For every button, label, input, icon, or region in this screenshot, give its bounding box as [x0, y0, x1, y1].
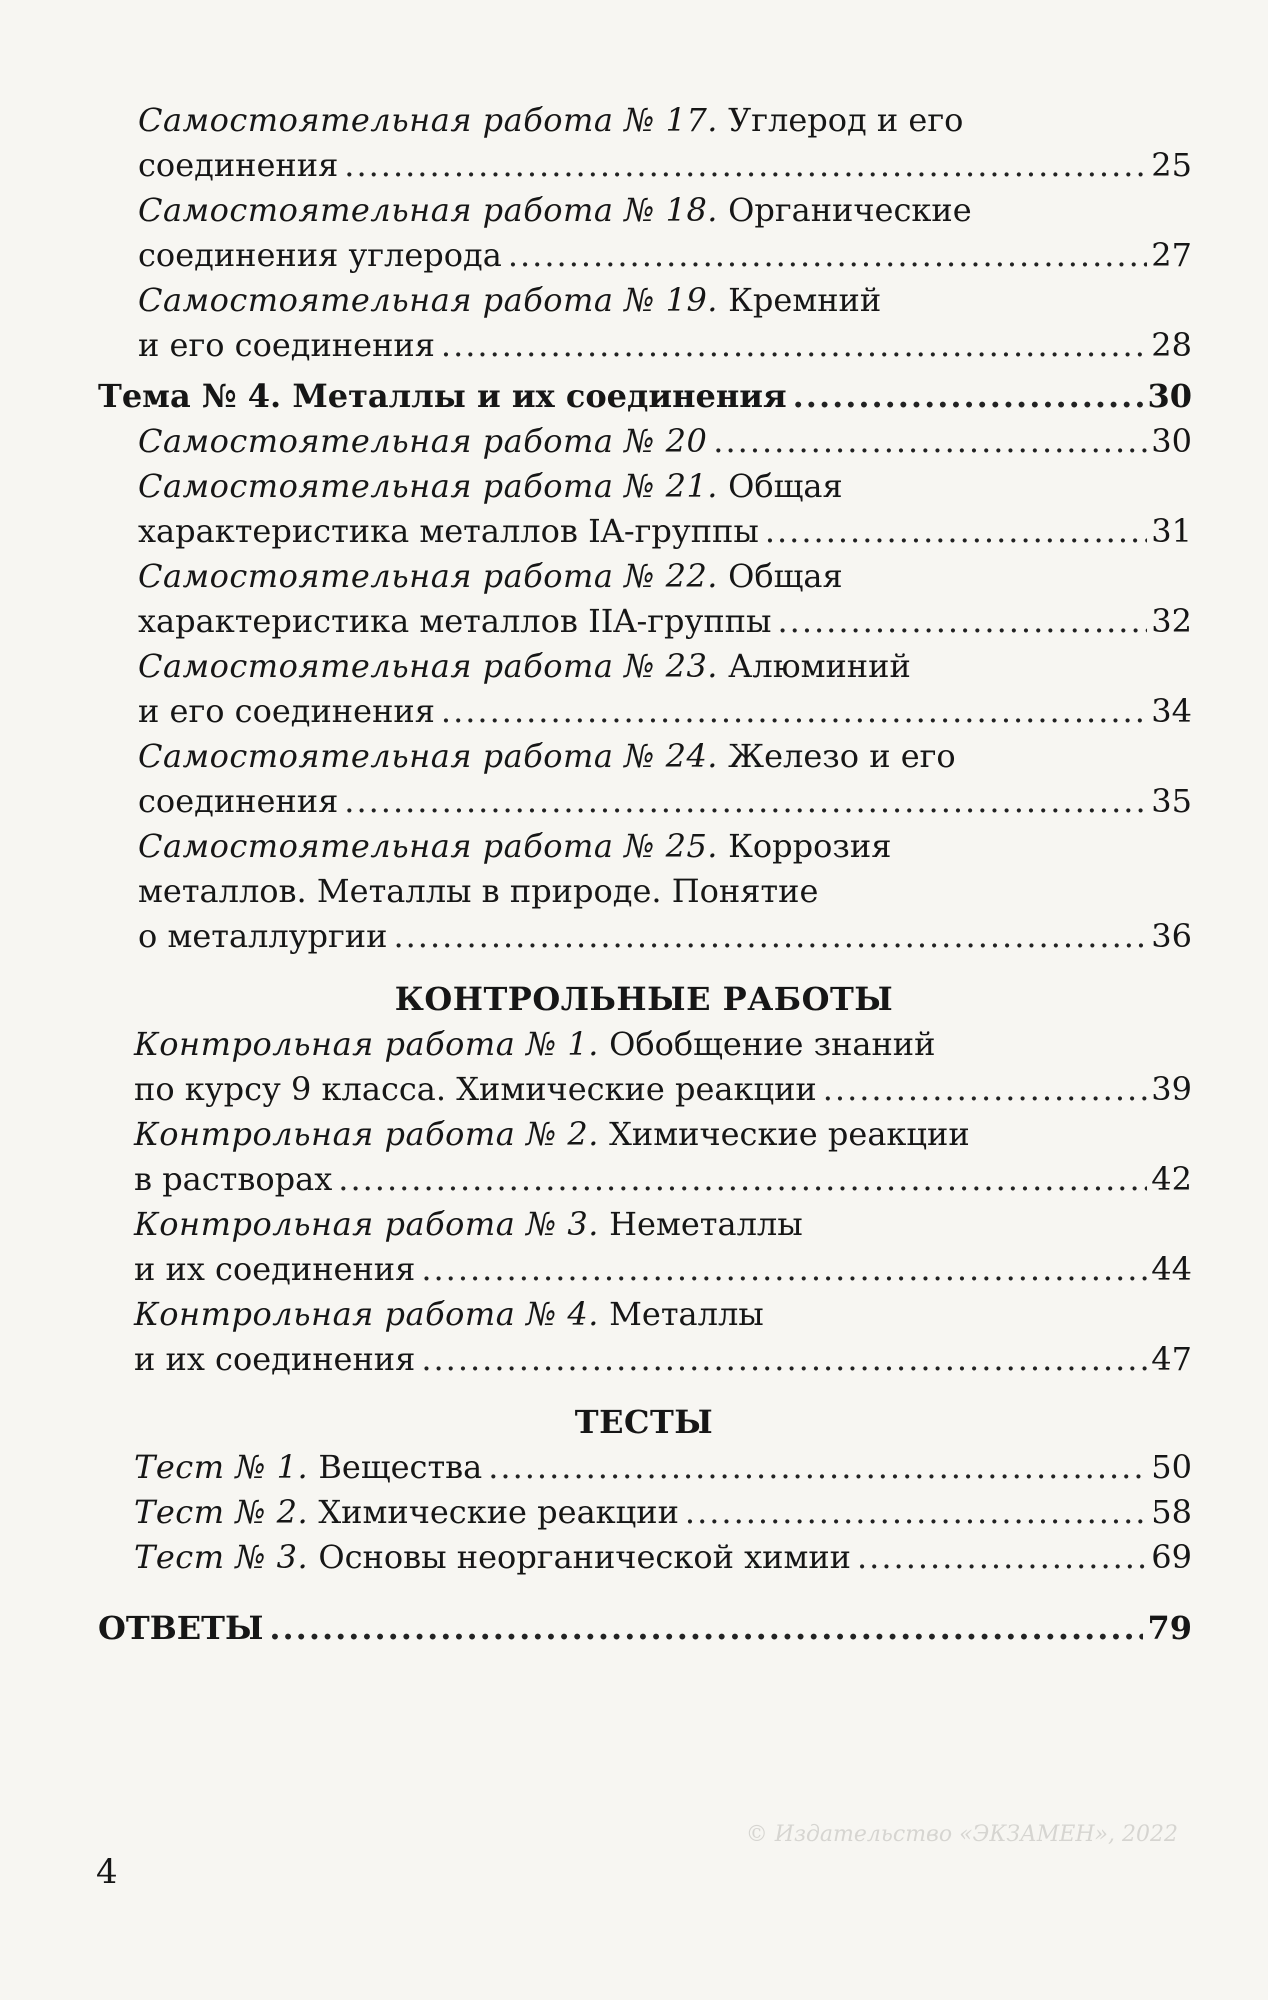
toc-line-text [134, 1337, 415, 1382]
dot-leader [777, 599, 1147, 644]
toc-line [0, 599, 1268, 644]
toc-line-text [138, 689, 435, 734]
toc-entry-text: и их соединения [134, 1340, 416, 1378]
toc-line [0, 1606, 1268, 1651]
toc-line-text [138, 509, 759, 554]
toc-page-number: 69 [1151, 1538, 1192, 1576]
toc-line [0, 1535, 1268, 1580]
dot-leader [269, 1606, 1143, 1651]
toc-entry-text: по курсу 9 класса. Химические реакции [134, 1070, 817, 1108]
ctrl-entry [0, 1112, 1268, 1202]
toc-entry-text: Органические [728, 191, 972, 229]
sub-entry [0, 734, 1268, 824]
toc-line [0, 1157, 1268, 1202]
toc-entry-text: Железо и его [728, 737, 956, 775]
toc-line-text [134, 1205, 803, 1243]
toc-page-number: 50 [1151, 1448, 1192, 1486]
toc-entry-label: Контрольная работа № 2. [134, 1115, 599, 1153]
toc-line [0, 419, 1268, 464]
toc-line-text [138, 872, 818, 910]
toc-entry-label: Самостоятельная работа № 18. [138, 191, 718, 229]
toc-entry-text: характеристика металлов IA-группы [138, 512, 759, 550]
toc-line [0, 278, 1268, 323]
toc-page-number: 30 [1151, 422, 1192, 460]
toc-entry-text: Металлы [609, 1295, 764, 1333]
spacer [0, 1580, 1268, 1606]
toc-entry-text: Алюминий [728, 647, 911, 685]
toc-line [0, 233, 1268, 278]
toc-line [0, 1022, 1268, 1067]
toc-entry-text: и их соединения [134, 1250, 416, 1288]
dot-leader [508, 233, 1147, 278]
toc-page-number: 47 [1151, 1340, 1192, 1378]
toc-entry-text: Общая [728, 467, 843, 505]
toc-line [0, 644, 1268, 689]
toc-line [0, 143, 1268, 188]
table-of-contents [0, 98, 1268, 1651]
toc-line-text [138, 779, 338, 824]
toc-page-number: 35 [1151, 782, 1192, 820]
toc-entry-title: Тема № 4. Металлы и их соединения [98, 377, 787, 415]
toc-page-number: 42 [1151, 1160, 1192, 1198]
toc-entry-label: Контрольная работа № 3. [134, 1205, 599, 1243]
test-entry [0, 1490, 1268, 1535]
toc-line-text [138, 599, 771, 644]
show-through-text: © Издательство «ЭКЗАМЕН», 2022 [745, 1822, 1178, 1847]
dot-leader [685, 1490, 1147, 1535]
toc-line-text [138, 467, 843, 505]
dot-leader [441, 323, 1147, 368]
toc-line-text [138, 419, 707, 464]
toc-line-text [138, 323, 435, 368]
toc-entry-text: Общая [728, 557, 843, 595]
sub-entry [0, 419, 1268, 464]
dot-leader [393, 914, 1147, 959]
dot-leader [338, 1157, 1147, 1202]
toc-entry-text: Химические реакции [609, 1115, 970, 1153]
toc-page-number: 28 [1151, 326, 1192, 364]
toc-entry-label: Тест № 2. [134, 1493, 309, 1531]
toc-line [0, 824, 1268, 869]
toc-entry-text: Неметаллы [609, 1205, 803, 1243]
toc-entry-label: Самостоятельная работа № 25. [138, 827, 718, 865]
toc-line-text [134, 1295, 764, 1333]
toc-entry-title: ОТВЕТЫ [98, 1609, 264, 1647]
toc-entry-text: и его соединения [138, 326, 435, 364]
ctrl-entry [0, 1292, 1268, 1382]
toc-line-text [138, 827, 891, 865]
toc-line-text [138, 647, 911, 685]
dot-leader [793, 374, 1144, 419]
toc-line [0, 1112, 1268, 1157]
toc-line [0, 1247, 1268, 1292]
toc-page-number: 79 [1147, 1609, 1192, 1647]
toc-line-text [134, 1115, 970, 1153]
section-heading-tests: ТЕСТЫ [574, 1403, 714, 1441]
sub-entry [0, 644, 1268, 734]
toc-line-text [134, 1157, 332, 1202]
sub-entry [0, 188, 1268, 278]
sub-entry [0, 278, 1268, 368]
spacer [0, 1382, 1268, 1400]
toc-line-text [134, 1025, 935, 1063]
spacer [0, 959, 1268, 977]
toc-page-number: 30 [1147, 377, 1192, 415]
toc-entry-label: Самостоятельная работа № 21. [138, 467, 718, 505]
sub-entry [0, 464, 1268, 554]
dot-leader [421, 1247, 1147, 1292]
toc-entry-label: Самостоятельная работа № 20 [138, 422, 708, 460]
dot-leader [823, 1067, 1148, 1112]
toc-entry-text: металлов. Металлы в природе. Понятие [138, 872, 819, 910]
toc-page-number: 58 [1151, 1493, 1192, 1531]
test-entry [0, 1535, 1268, 1580]
toc-line-text [138, 191, 972, 229]
toc-entry-text: Углерод и его [728, 101, 964, 139]
toc-entry-text: в растворах [134, 1160, 333, 1198]
toc-line [0, 1292, 1268, 1337]
toc-entry-label: Контрольная работа № 4. [134, 1295, 599, 1333]
dot-leader [421, 1337, 1147, 1382]
topic-entry [0, 374, 1268, 419]
toc-entry-text: соединения углерода [138, 236, 502, 274]
toc-entry-text: Химические реакции [318, 1493, 679, 1531]
toc-entry-text: Обобщение знаний [609, 1025, 936, 1063]
dot-leader [488, 1445, 1147, 1490]
ctrl-entry [0, 1202, 1268, 1292]
toc-entry-label: Самостоятельная работа № 22. [138, 557, 718, 595]
toc-page-number: 31 [1151, 512, 1192, 550]
toc-line [0, 869, 1268, 914]
toc-line-text [138, 281, 881, 319]
toc-line [0, 554, 1268, 599]
toc-entry-text: характеристика металлов IIA-группы [138, 602, 772, 640]
toc-entry-text: о металлургии [138, 917, 388, 955]
toc-line [0, 914, 1268, 959]
toc-line-text [134, 1490, 679, 1535]
dot-leader [857, 1535, 1147, 1580]
toc-line [0, 779, 1268, 824]
toc-page-number: 32 [1151, 602, 1192, 640]
toc-page-number: 34 [1151, 692, 1192, 730]
toc-page-number: 44 [1151, 1250, 1192, 1288]
dot-leader [441, 689, 1147, 734]
toc-entry-label: Тест № 3. [134, 1538, 309, 1576]
toc-page-number: 27 [1151, 236, 1192, 274]
toc-entry-text: Кремний [728, 281, 882, 319]
toc-line [0, 323, 1268, 368]
answers-entry [0, 1606, 1268, 1651]
toc-entry-label: Самостоятельная работа № 24. [138, 737, 718, 775]
toc-entry-text: соединения [138, 782, 339, 820]
toc-line [0, 509, 1268, 554]
toc-line [0, 1445, 1268, 1490]
toc-line-text [134, 1247, 415, 1292]
toc-line [0, 464, 1268, 509]
toc-entry-label: Самостоятельная работа № 23. [138, 647, 718, 685]
toc-line [0, 374, 1268, 419]
dot-leader [713, 419, 1147, 464]
toc-page-number: 36 [1151, 917, 1192, 955]
toc-entry-text: соединения [138, 146, 339, 184]
toc-line [0, 689, 1268, 734]
toc-line-text [134, 1067, 817, 1112]
toc-page-number: 39 [1151, 1070, 1192, 1108]
toc-line [0, 1490, 1268, 1535]
toc-line-text [138, 737, 956, 775]
toc-entry-label: Тест № 1. [134, 1448, 309, 1486]
toc-line [0, 98, 1268, 143]
sub-entry [0, 98, 1268, 188]
toc-line-text [134, 1445, 482, 1490]
toc-entry-text: и его соединения [138, 692, 435, 730]
toc-line-text [138, 233, 502, 278]
toc-line [0, 734, 1268, 779]
sub-entry [0, 554, 1268, 644]
toc-entry-label: Самостоятельная работа № 17. [138, 101, 718, 139]
toc-entry-label: Контрольная работа № 1. [134, 1025, 599, 1063]
toc-line-text [138, 914, 387, 959]
test-entry [0, 1445, 1268, 1490]
toc-entry-text: Коррозия [728, 827, 892, 865]
page-number: 4 [96, 1852, 118, 1892]
toc-line [0, 188, 1268, 233]
toc-line [0, 1337, 1268, 1382]
toc-line-text [138, 557, 843, 595]
dot-leader [344, 143, 1147, 188]
toc-line-text [134, 1535, 851, 1580]
toc-line [0, 1202, 1268, 1247]
toc-line [0, 1067, 1268, 1112]
toc-entry-text: Основы неорганической химии [318, 1538, 851, 1576]
dot-leader [344, 779, 1147, 824]
ctrl-entry [0, 1022, 1268, 1112]
toc-page-number: 25 [1151, 146, 1192, 184]
toc-line-text [138, 101, 963, 139]
toc-entry-text: Вещества [318, 1448, 483, 1486]
toc-entry-label: Самостоятельная работа № 19. [138, 281, 718, 319]
section-heading-control: КОНТРОЛЬНЫЕ РАБОТЫ [394, 980, 894, 1018]
toc-line-text [138, 143, 338, 188]
dot-leader [765, 509, 1147, 554]
sub-entry [0, 824, 1268, 959]
